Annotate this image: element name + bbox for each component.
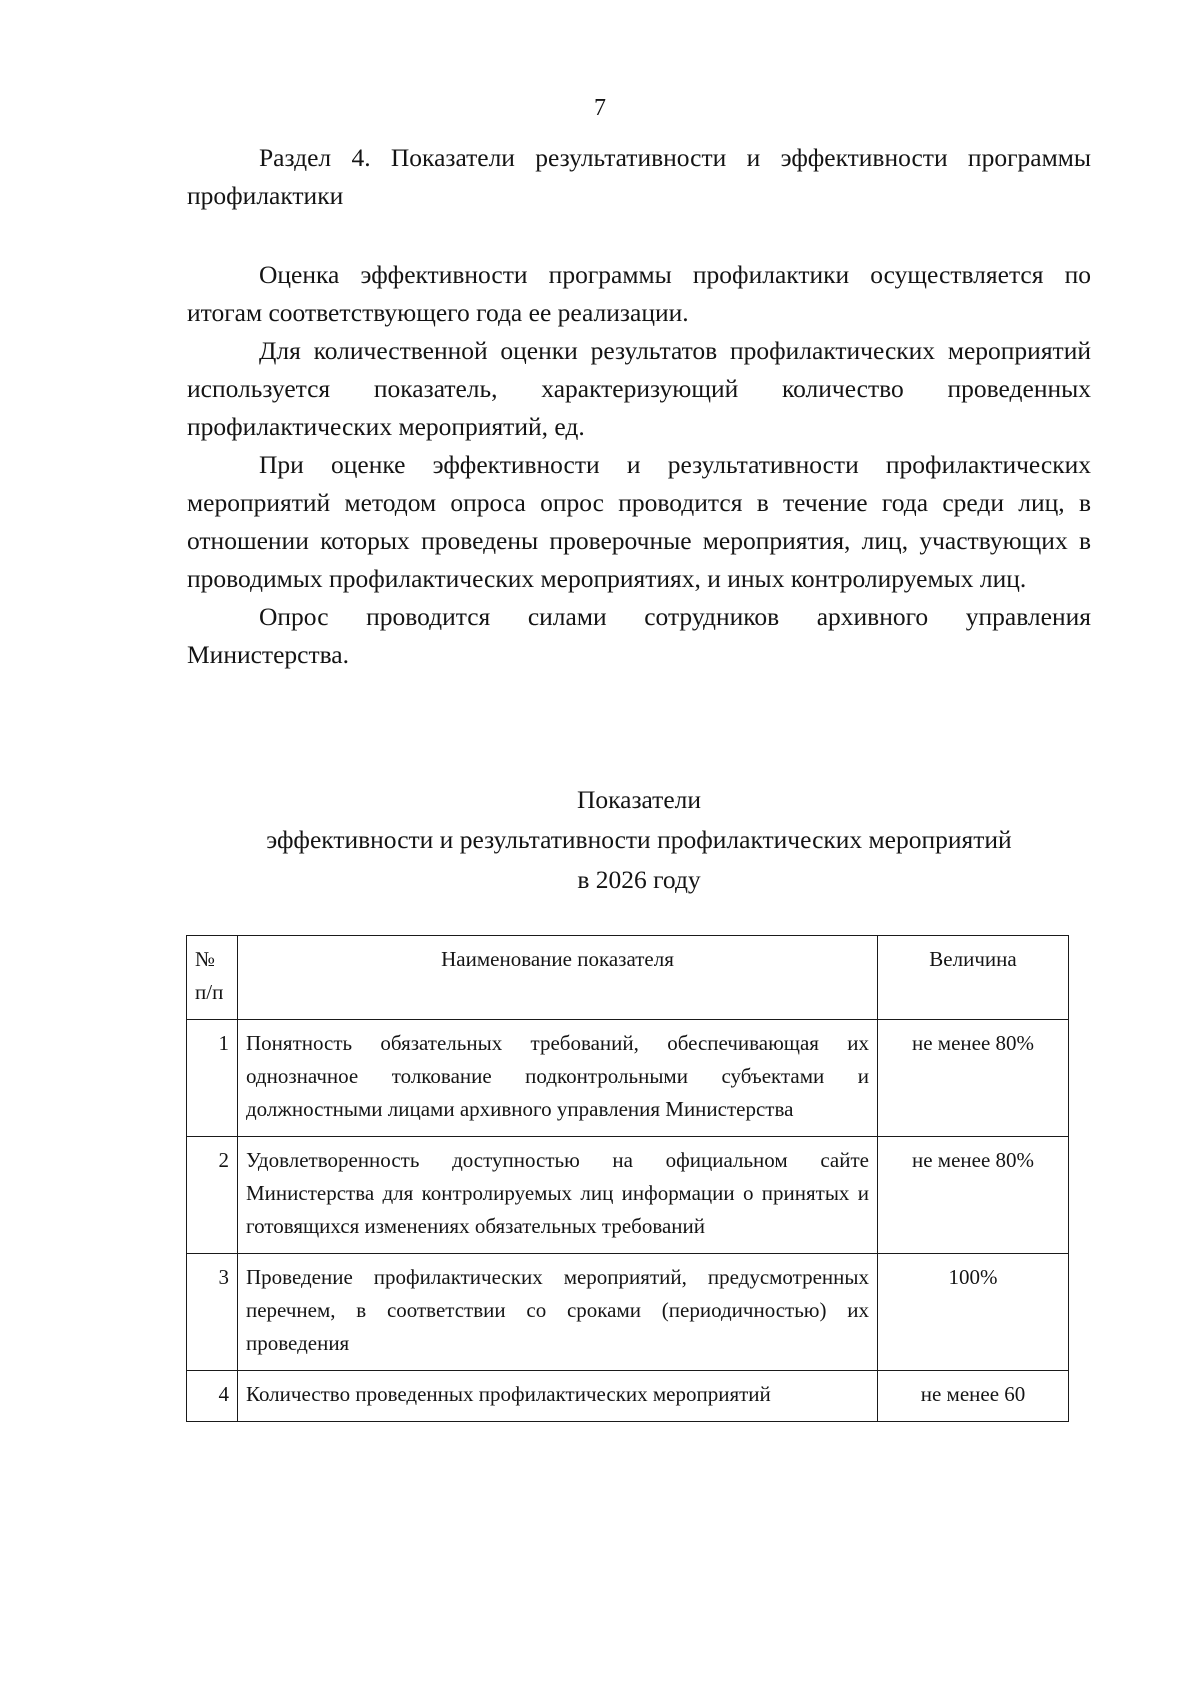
table-row [187, 1020, 1069, 1137]
row-number: 1 [187, 1020, 238, 1137]
body-text [187, 256, 1091, 674]
page-number: 7 [594, 95, 606, 121]
row-number: 4 [187, 1371, 238, 1422]
table-title-line: в 2026 году [577, 865, 701, 894]
row-value: не менее 80% [878, 1137, 1069, 1254]
table-row [187, 1137, 1069, 1254]
indicators-table [186, 935, 1069, 1422]
paragraph: Для количественной оценки результатов профилактических мероприятий используется показатель, характеризующий количество проведенных профилактических мероприятий, ед. [187, 336, 1091, 441]
header-number: № п/п [187, 936, 238, 1020]
row-value: 100% [878, 1254, 1069, 1371]
paragraph: При оценке эффективности и результативности профилактических мероприятий методом опроса опрос проводится в течение года среди лиц, в отношении которых проведены проверочные мероприятия, лиц, участвующих в проводимых профилактических мероприятиях, и иных контролируемых лиц. [187, 450, 1091, 593]
table-title [187, 780, 1091, 900]
table-row [187, 1254, 1069, 1371]
row-number: 3 [187, 1254, 238, 1371]
paragraph: Оценка эффективности программы профилактики осуществляется по итогам соответствующего года ее реализации. [187, 260, 1091, 327]
row-number: 2 [187, 1137, 238, 1254]
paragraph: Опрос проводится силами сотрудников архивного управления Министерства. [187, 602, 1091, 669]
section-heading [187, 139, 1091, 215]
row-indicator-name: Понятность обязательных требований, обеспечивающая их однозначное толкование подконтрольными субъектами и должностными лицами архивного управления Министерства [238, 1020, 878, 1137]
row-value: не менее 60 [878, 1371, 1069, 1422]
table-header-row [187, 936, 1069, 1020]
header-value: Величина [878, 936, 1069, 1020]
row-value: не менее 80% [878, 1020, 1069, 1137]
header-indicator-name: Наименование показателя [238, 936, 878, 1020]
row-indicator-name: Проведение профилактических мероприятий, предусмотренных перечнем, в соответствии со сроками (периодичностью) их проведения [238, 1254, 878, 1371]
section-heading-text: Раздел 4. Показатели результативности и эффективности программы профилактики [187, 143, 1091, 210]
table-row [187, 1371, 1069, 1422]
row-indicator-name: Удовлетворенность доступностью на официальном сайте Министерства для контролируемых лиц информации о принятых и готовящихся изменениях обязательных требований [238, 1137, 878, 1254]
table-title-line: Показатели [576, 785, 702, 814]
row-indicator-name: Количество проведенных профилактических мероприятий [238, 1371, 878, 1422]
table-title-line: эффективности и результативности профилактических мероприятий [266, 825, 1012, 854]
